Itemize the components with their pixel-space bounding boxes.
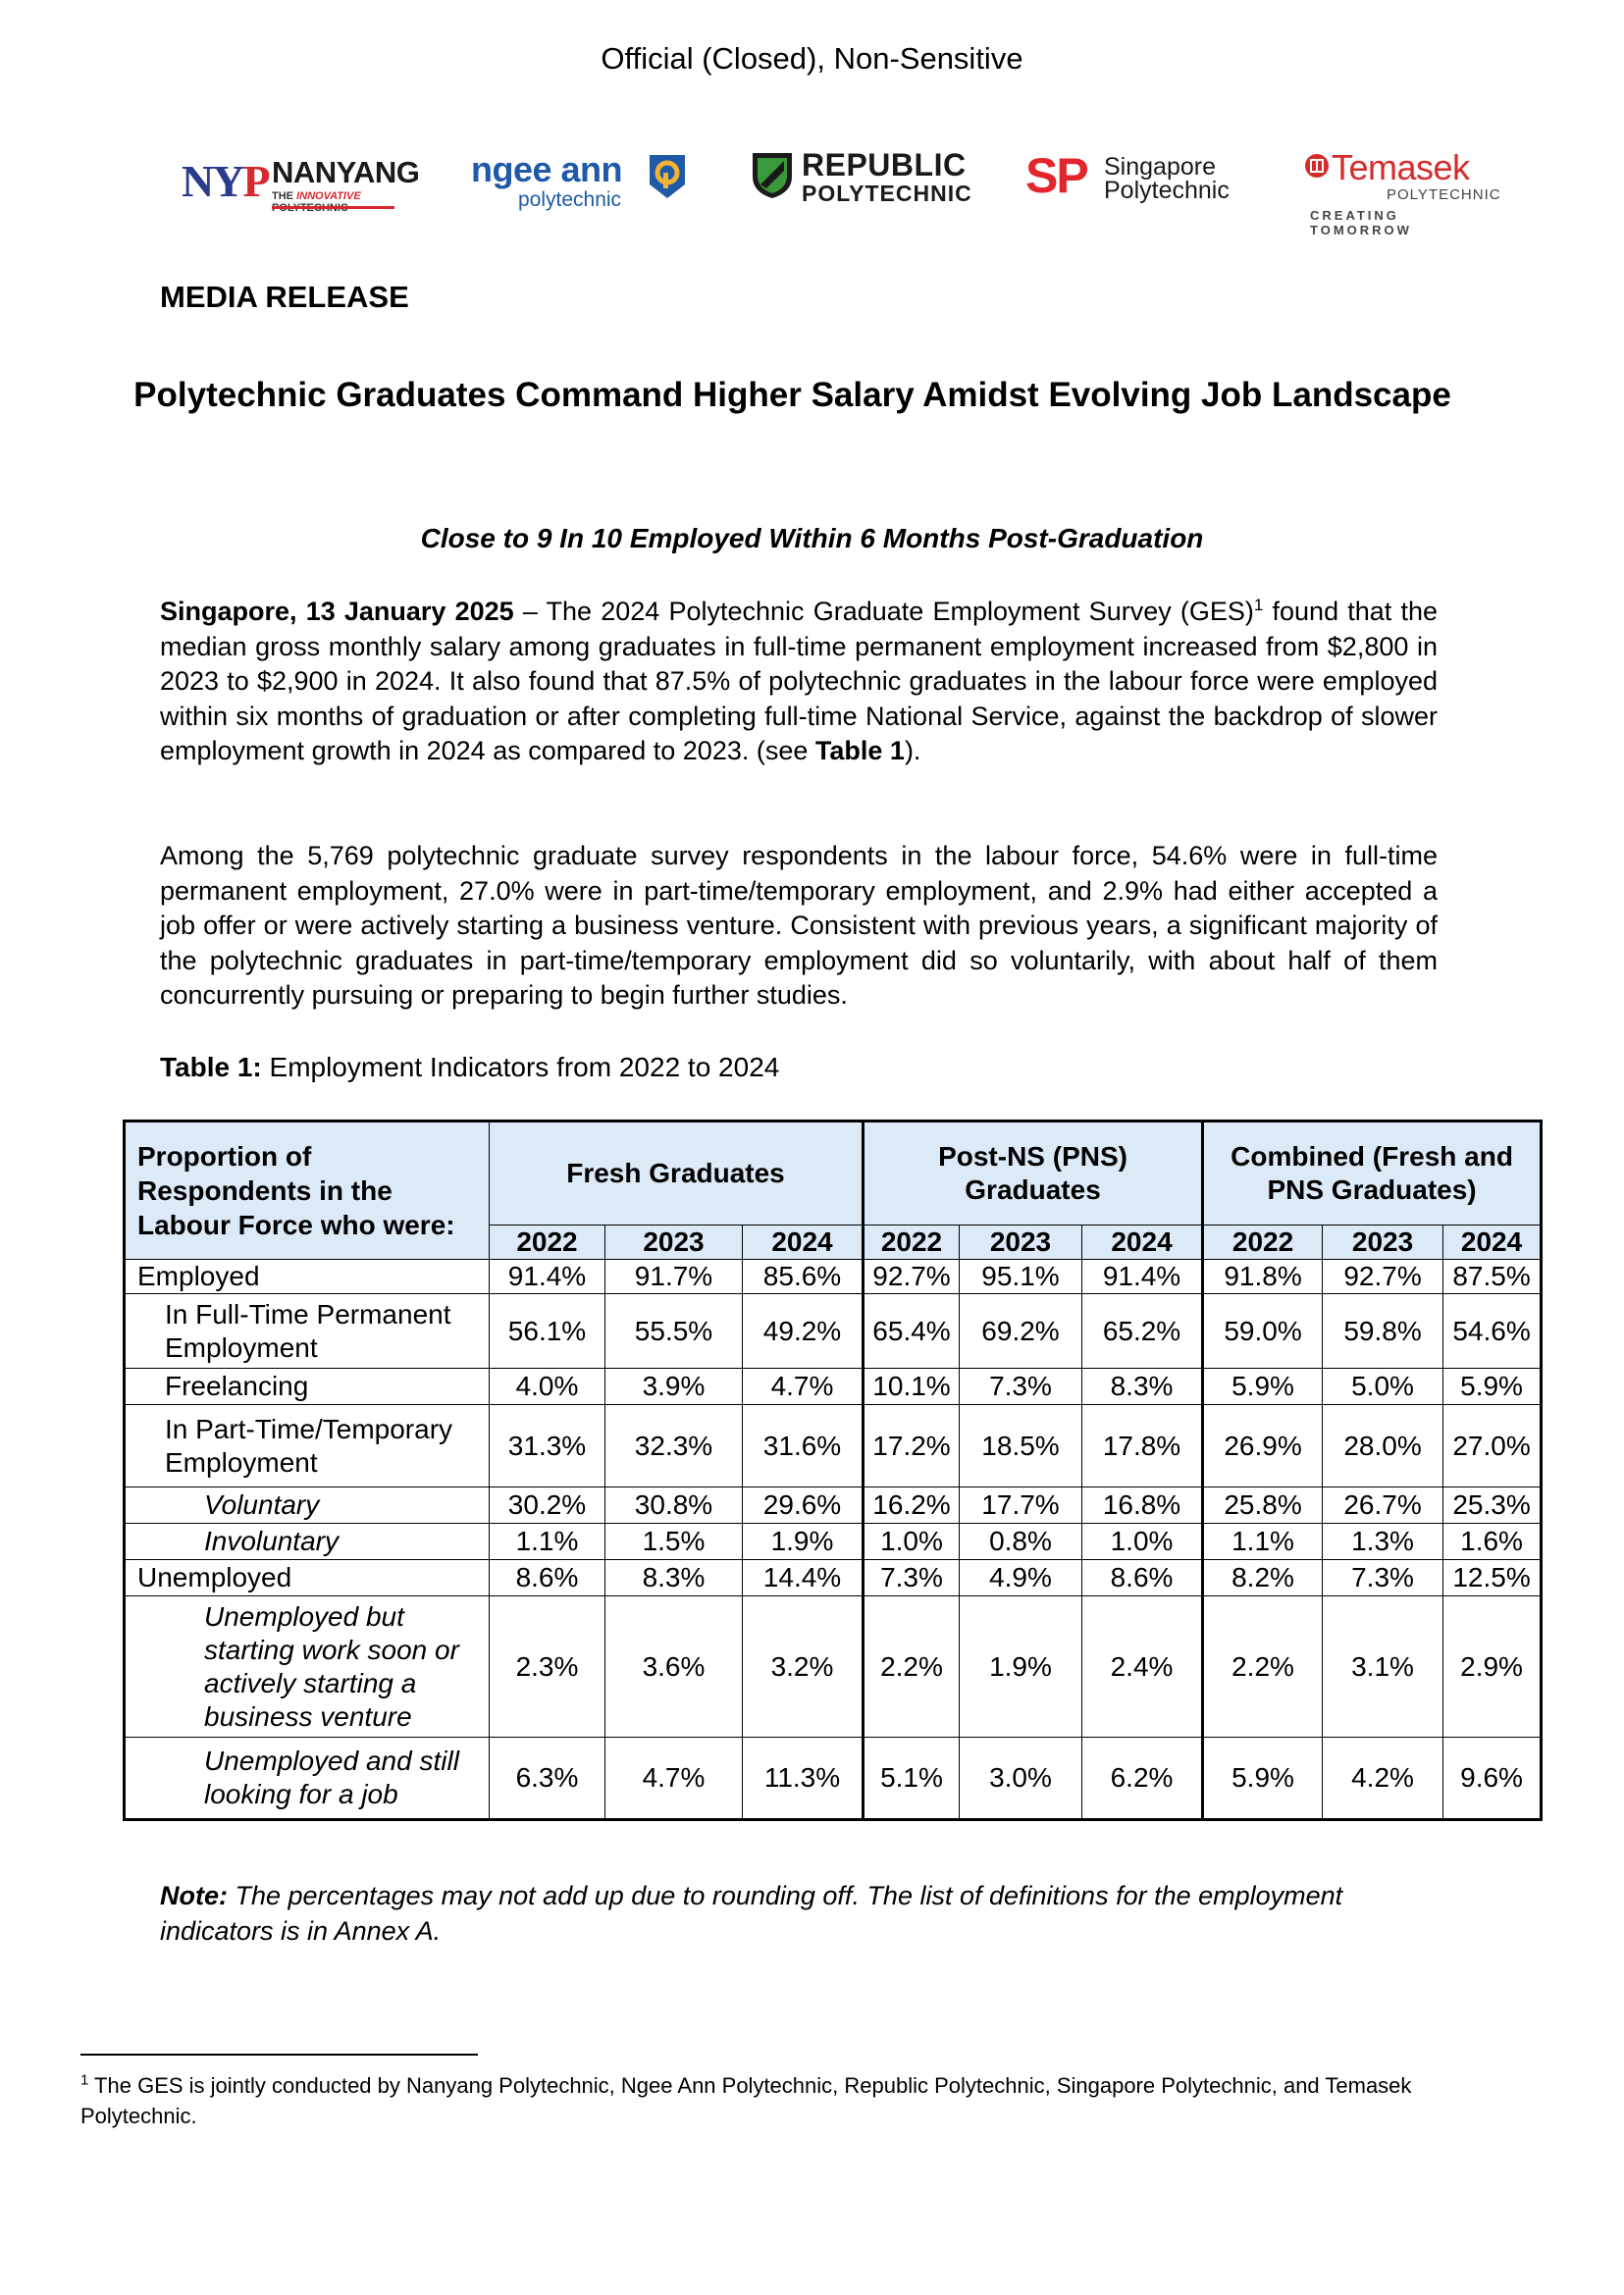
year-header: 2022	[864, 1226, 960, 1260]
table-header-label: Proportion of Respondents in the Labour Force who were:	[125, 1121, 490, 1260]
footnote-divider	[80, 2054, 478, 2056]
table-cell: 16.2%	[864, 1487, 960, 1524]
table-cell: 16.8%	[1082, 1487, 1203, 1524]
nyp-logo-name: NANYANG	[272, 155, 420, 189]
year-header: 2024	[743, 1226, 864, 1260]
table-cell: 4.2%	[1323, 1738, 1443, 1820]
employment-indicators-table	[123, 1120, 1543, 1821]
nyp-logo-underline	[272, 206, 394, 209]
singapore-polytechnic-logo	[1025, 147, 1251, 226]
paragraph-1: Singapore, 13 January 2025 – The 2024 Polytechnic Graduate Employment Survey (GES)$^1$ found that the median gross monthly salary among graduates in full-time permanent employment increased from $2,800 in 2023 to $2,900 in 2024. It also found that 87.5% of polytechnic graduates in the labour force were employed within six months of graduation or after completing full-time National Service, against the backdrop of slower employment growth in 2024 as compared to 2023. (see Table 1).	[160, 596, 1438, 765]
table-cell: 2.2%	[864, 1596, 960, 1738]
table-cell: 11.3%	[743, 1738, 864, 1820]
table-cell: 1.5%	[605, 1524, 743, 1560]
polytechnic-logos	[0, 147, 1624, 237]
table-cell: 56.1%	[490, 1294, 605, 1369]
table-cell: 92.7%	[864, 1260, 960, 1294]
table-cell: 95.1%	[960, 1260, 1082, 1294]
table-cell: 8.3%	[605, 1560, 743, 1596]
table-cell: 1.1%	[490, 1524, 605, 1560]
table-cell: 1.6%	[1443, 1524, 1542, 1560]
sp-logo-name-2: Polytechnic	[1104, 177, 1230, 204]
table-row	[125, 1405, 1542, 1487]
table-cell: 59.8%	[1323, 1294, 1443, 1369]
table-cell: 27.0%	[1443, 1405, 1542, 1487]
year-header: 2022	[1203, 1226, 1323, 1260]
table-cell: 32.3%	[605, 1405, 743, 1487]
table-cell: 92.7%	[1323, 1260, 1443, 1294]
table-cell: 26.9%	[1203, 1405, 1323, 1487]
table-cell: 4.9%	[960, 1560, 1082, 1596]
table-row	[125, 1294, 1542, 1369]
temasek-logo-tagline: CREATING TOMORROW	[1310, 208, 1412, 237]
table-cell: 8.3%	[1082, 1369, 1203, 1405]
table-cell: 6.2%	[1082, 1738, 1203, 1820]
row-label: Unemployed but starting work soon or actively starting a business venture	[125, 1596, 490, 1738]
table-cell: 2.2%	[1203, 1596, 1323, 1738]
ngee-ann-logo-sub: polytechnic	[518, 188, 622, 211]
table-cell: 87.5%	[1443, 1260, 1542, 1294]
table-row	[125, 1524, 1542, 1560]
page-subtitle: Close to 9 In 10 Employed Within 6 Months Post-Graduation	[420, 523, 1204, 553]
group-header-fresh: Fresh Graduates	[490, 1121, 864, 1226]
table-cell: 1.0%	[864, 1524, 960, 1560]
table-cell: 5.9%	[1443, 1369, 1542, 1405]
table-cell: 1.9%	[743, 1524, 864, 1560]
table-caption: Table 1: Employment Indicators from 2022 to 2024	[160, 1052, 780, 1082]
footnote-ref: 1	[1253, 596, 1264, 614]
table-cell: 0.8%	[960, 1524, 1082, 1560]
table-cell: 65.2%	[1082, 1294, 1203, 1369]
row-label: Unemployed and still looking for a job	[125, 1738, 490, 1820]
table-cell: 2.4%	[1082, 1596, 1203, 1738]
table-cell: 5.1%	[864, 1738, 960, 1820]
table-cell: 9.6%	[1443, 1738, 1542, 1820]
table-cell: 85.6%	[743, 1260, 864, 1294]
table-cell: 8.2%	[1203, 1560, 1323, 1596]
media-release-label: MEDIA RELEASE	[160, 280, 409, 314]
table-row	[125, 1369, 1542, 1405]
ngee-ann-badge-icon	[648, 153, 687, 200]
table-cell: 2.9%	[1443, 1596, 1542, 1738]
table-cell: 3.6%	[605, 1596, 743, 1738]
table-cell: 25.8%	[1203, 1487, 1323, 1524]
table-cell: 28.0%	[1323, 1405, 1443, 1487]
table-cell: 7.3%	[960, 1369, 1082, 1405]
sp-logo-name-1: Singapore	[1104, 153, 1216, 181]
dateline: Singapore, 13 January 2025	[160, 597, 514, 626]
year-header: 2023	[605, 1226, 743, 1260]
table-cell: 1.0%	[1082, 1524, 1203, 1560]
page-title: Polytechnic Graduates Command Higher Salary Amidst Evolving Job Landscape	[133, 376, 1451, 414]
table-cell: 91.4%	[490, 1260, 605, 1294]
table-cell: 5.9%	[1203, 1738, 1323, 1820]
row-label: In Full-Time Permanent Employment	[125, 1294, 490, 1369]
year-header: 2023	[960, 1226, 1082, 1260]
table-cell: 7.3%	[864, 1560, 960, 1596]
table-row	[125, 1596, 1542, 1738]
sp-logo-mark: SP	[1025, 148, 1087, 203]
republic-polytechnic-logo	[751, 147, 971, 226]
table-cell: 59.0%	[1203, 1294, 1323, 1369]
group-header-combined: Combined (Fresh and PNS Graduates)	[1203, 1121, 1542, 1226]
table-cell: 10.1%	[864, 1369, 960, 1405]
table-row	[125, 1738, 1542, 1820]
temasek-seal-icon	[1304, 153, 1330, 179]
table-cell: 69.2%	[960, 1294, 1082, 1369]
table-cell: 1.1%	[1203, 1524, 1323, 1560]
group-header-pns: Post-NS (PNS) Graduates	[864, 1121, 1203, 1226]
table-cell: 30.8%	[605, 1487, 743, 1524]
ngee-ann-logo-name: ngee ann	[471, 149, 623, 189]
table-cell: 3.1%	[1323, 1596, 1443, 1738]
republic-logo-sub: POLYTECHNIC	[802, 181, 972, 206]
table-cell: 91.4%	[1082, 1260, 1203, 1294]
table-note: Note: The percentages may not add up due to rounding off. The list of definitions for the employment indicators is in Annex A.	[160, 1881, 1343, 1946]
table-cell: 5.9%	[1203, 1369, 1323, 1405]
row-label: Unemployed	[125, 1560, 490, 1596]
table-cell: 17.8%	[1082, 1405, 1203, 1487]
table-cell: 4.7%	[743, 1369, 864, 1405]
temasek-logo-name: Temasek	[1332, 147, 1470, 187]
table-cell: 4.0%	[490, 1369, 605, 1405]
table-ref: Table 1	[814, 736, 905, 765]
table-cell: 26.7%	[1323, 1487, 1443, 1524]
republic-shield-icon	[751, 149, 794, 200]
table-cell: 29.6%	[743, 1487, 864, 1524]
republic-logo-name: REPUBLIC	[802, 147, 967, 183]
table-row	[125, 1260, 1542, 1294]
table-cell: 17.2%	[864, 1405, 960, 1487]
row-label: Involuntary	[125, 1524, 490, 1560]
table-cell: 3.2%	[743, 1596, 864, 1738]
year-header: 2023	[1323, 1226, 1443, 1260]
ngee-ann-logo	[471, 147, 692, 226]
year-header: 2024	[1082, 1226, 1203, 1260]
table-cell: 8.6%	[1082, 1560, 1203, 1596]
table-cell: 18.5%	[960, 1405, 1082, 1487]
table-cell: 31.3%	[490, 1405, 605, 1487]
table-cell: 17.7%	[960, 1487, 1082, 1524]
table-cell: 31.6%	[743, 1405, 864, 1487]
table-cell: 3.9%	[605, 1369, 743, 1405]
nyp-logo-tagline: THE INNOVATIVE	[272, 190, 361, 202]
temasek-polytechnic-logo	[1300, 147, 1501, 237]
table-cell: 1.9%	[960, 1596, 1082, 1738]
table-cell: 3.0%	[960, 1738, 1082, 1820]
nyp-logo-mark: NYP	[182, 156, 269, 206]
row-label: Employed	[125, 1260, 490, 1294]
table-cell: 12.5%	[1443, 1560, 1542, 1596]
paragraph-2: Among the 5,769 polytechnic graduate survey respondents in the labour force, 54.6% were in full-time permanent employment, 27.0% were in part-time/temporary employment, and 2.9% had either accepted a job offer or were actively starting a business venture. Consistent with previous years, a significant majority of the polytechnic graduates in part-time/temporary employment did so voluntarily, with about half of them concurrently pursuing or preparing to begin further studies.	[160, 841, 1438, 1010]
table-cell: 5.0%	[1323, 1369, 1443, 1405]
table-row	[125, 1487, 1542, 1524]
table-cell: 30.2%	[490, 1487, 605, 1524]
nyp-logo	[182, 147, 420, 226]
row-label: Freelancing	[125, 1369, 490, 1405]
table-cell: 14.4%	[743, 1560, 864, 1596]
footnote: $^1$ The GES is jointly conducted by Nanyang Polytechnic, Ngee Ann Polytechnic, Republic Polytechnic, Singapore Polytechnic, and Temasek Polytechnic.	[80, 2071, 1412, 2128]
row-label: In Part-Time/Temporary Employment	[125, 1405, 490, 1487]
table-cell: 1.3%	[1323, 1524, 1443, 1560]
classification-header: Official (Closed), Non-Sensitive	[601, 41, 1023, 76]
table-cell: 2.3%	[490, 1596, 605, 1738]
table-cell: 65.4%	[864, 1294, 960, 1369]
table-cell: 91.8%	[1203, 1260, 1323, 1294]
table-cell: 91.7%	[605, 1260, 743, 1294]
table-cell: 25.3%	[1443, 1487, 1542, 1524]
temasek-logo-sub: POLYTECHNIC	[1387, 186, 1501, 203]
table-row	[125, 1560, 1542, 1596]
table-cell: 7.3%	[1323, 1560, 1443, 1596]
year-header: 2024	[1443, 1226, 1542, 1260]
table-cell: 4.7%	[605, 1738, 743, 1820]
year-header: 2022	[490, 1226, 605, 1260]
table-cell: 49.2%	[743, 1294, 864, 1369]
table-cell: 54.6%	[1443, 1294, 1542, 1369]
table-cell: 6.3%	[490, 1738, 605, 1820]
table-cell: 8.6%	[490, 1560, 605, 1596]
row-label: Voluntary	[125, 1487, 490, 1524]
table-cell: 55.5%	[605, 1294, 743, 1369]
